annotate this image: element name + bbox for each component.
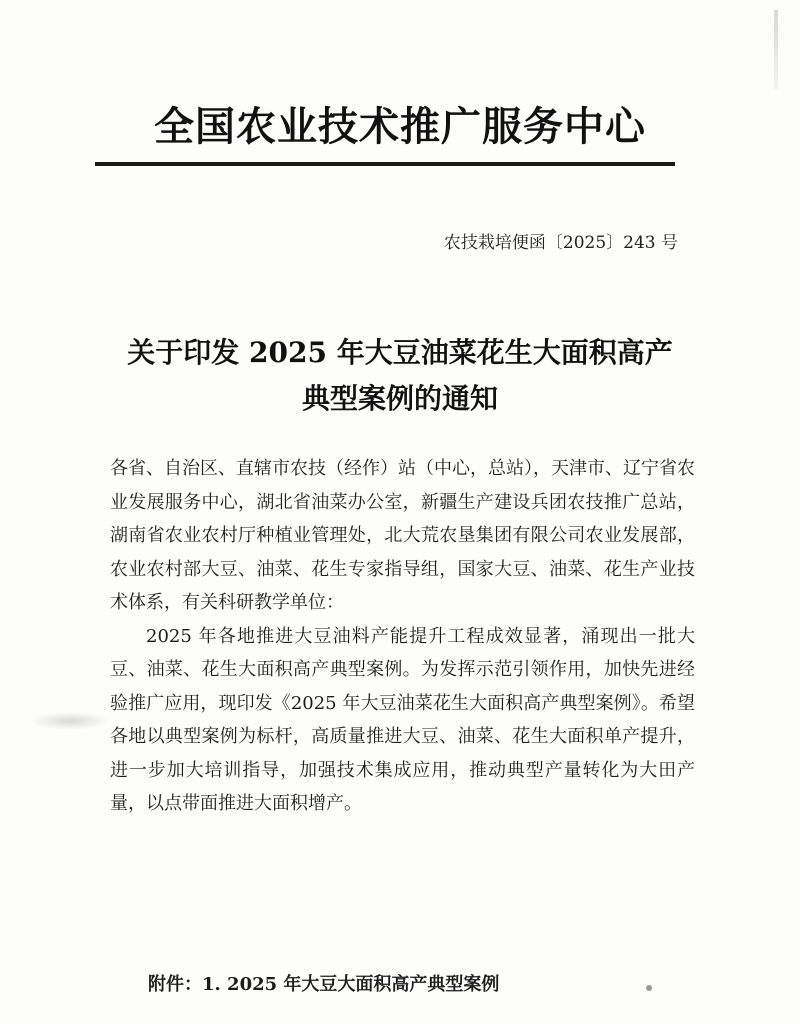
document-number: 农技栽培便函〔2025〕243 号: [443, 233, 678, 253]
organization-header: 全国农业技术推广服务中心: [154, 104, 646, 150]
notice-title-line1: 关于印发 2025 年大豆油菜花生大面积高产: [127, 336, 673, 369]
scan-dot: [646, 985, 652, 991]
attachment-line: 附件：1. 2025 年大豆大面积高产典型案例: [148, 974, 500, 995]
addressees-paragraph: 各省、自治区、直辖市农技（经作）站（中心，总站），天津市、辽宁省农业发展服务中心，湖北省油菜办公室，新疆生产建设兵团农技推广总站，湖南省农业农村厅种植业管理处，北大荒农垦集团有限公司农业发展部，农业农村部大豆、油菜、花生专家指导组，国家大豆、油菜、花生产业技术体系，有关科研教学单位：: [110, 458, 695, 613]
header-divider: [95, 162, 675, 166]
notice-title: [0, 330, 800, 422]
notice-title-line2: 典型案例的通知: [301, 382, 498, 415]
main-paragraph: 2025 年各地推进大豆油料产能提升工程成效显著，涌现出一批大豆、油菜、花生大面积高产典型案例。为发挥示范引领作用，加快先进经验推广应用，现印发《2025 年大豆油菜花生大面积高产典型案例》。希望各地以典型案例为标杆，高质量推进大豆、油菜、花生大面积单产提升，进一步加大培训指导，加强技术集成应用，推动典型产量转化为大田产量，以点带面推进大面积增产。: [110, 625, 695, 814]
scan-smudge: [30, 712, 110, 730]
scan-edge-mark: [774, 10, 778, 90]
notice-body: [110, 452, 695, 821]
